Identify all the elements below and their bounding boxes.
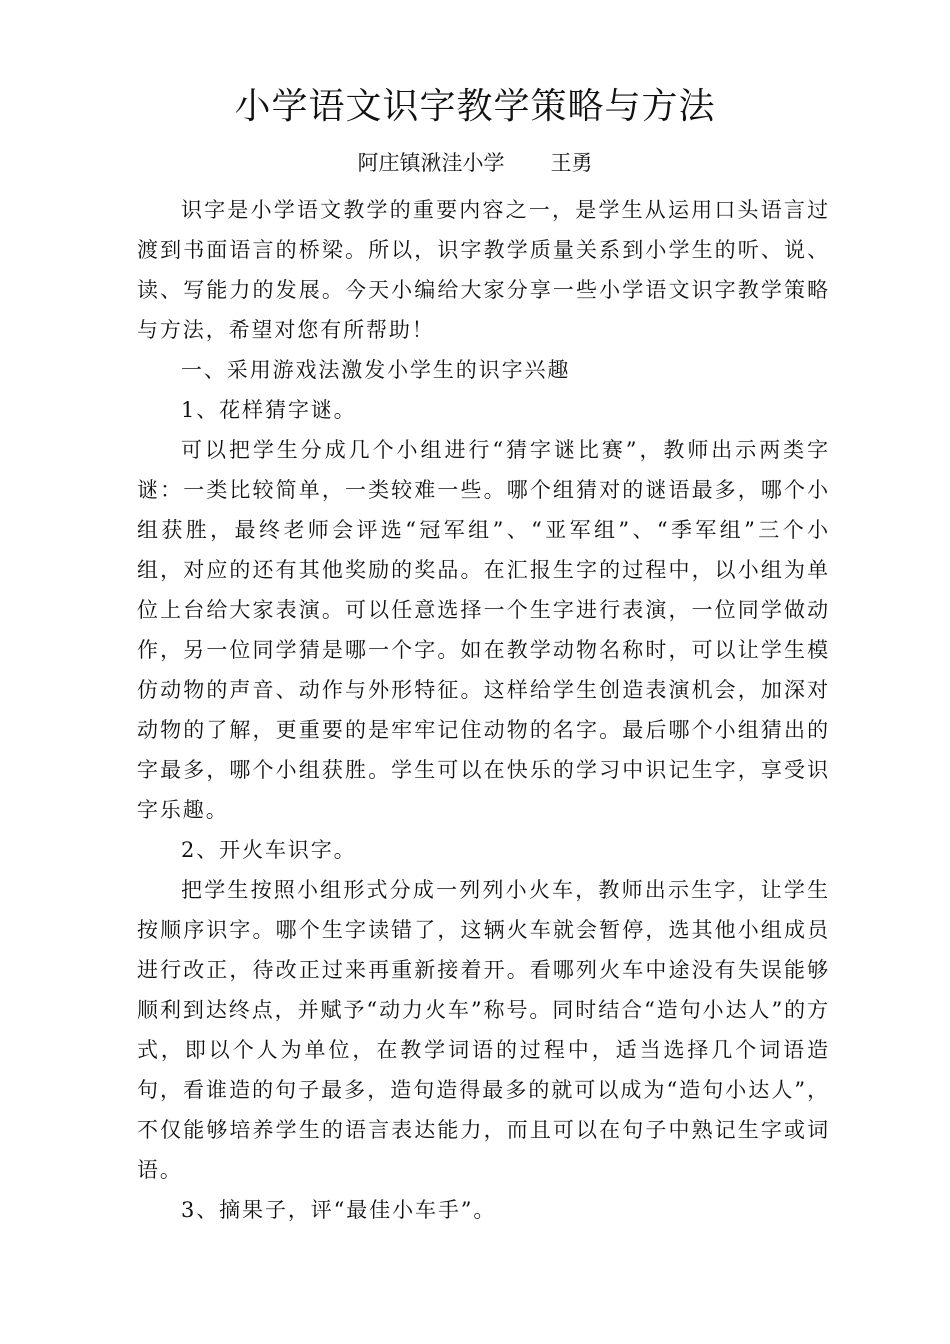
body-paragraph: 可以把学生分成几个小组进行“猜字谜比赛”，教师出示两类字谜：一类比较简单，一类较难一些。哪个组猜对的谜语最多，哪个小组获胜，最终老师会评选“冠军组”、“亚军组”、“季军组”三个小组，对应的还有其他奖励的奖品。在汇报生字的过程中，以小组为单位上台给大家表演。可以任意选择一个生字进行表演，一位同学做动作，另一位同学猜是哪一个字。如在教学动物名称时，可以让学生模仿动物的声音、动作与外形特征。这样给学生创造表演机会，加深对动物的了解，更重要的是牢牢记住动物的名字。最后哪个小组猜出的字最多，哪个小组获胜。学生可以在快乐的学习中识记生字，享受识字乐趣。 — [137, 438, 830, 822]
document-body — [137, 190, 830, 1230]
school-name: 阿庄镇湫洼小学 — [357, 151, 505, 175]
intro-paragraph: 识字是小学语文教学的重要内容之一，是学生从运用口头语言过渡到书面语言的桥梁。所以，识字教学质量关系到小学生的听、说、读、写能力的发展。今天小编给大家分享一些小学语文识字教学策略与方法，希望对您有所帮助！ — [137, 198, 830, 342]
body-paragraph: 把学生按照小组形式分成一列列小火车，教师出示生字，让学生按顺序识字。哪个生字读错了，这辆火车就会暂停，选其他小组成员进行改正，待改正过来再重新接着开。看哪列火车中途没有失误能够顺利到达终点，并赋予“动力火车”称号。同时结合“造句小达人”的方式，即以个人为单位，在教学词语的过程中，适当选择几个词语造句，看谁造的句子最多，造句造得最多的就可以成为“造句小达人”，不仅能够培养学生的语言表达能力，而且可以在句子中熟记生字或词语。 — [137, 878, 830, 1182]
author-name: 王勇 — [550, 151, 593, 175]
author-line — [0, 148, 950, 178]
section-heading: 一、采用游戏法激发小学生的识字兴趣 — [181, 358, 571, 382]
subsection-heading: 3、摘果子，评“最佳小车手”。 — [181, 1198, 497, 1222]
subsection-heading: 2、开火车识字。 — [181, 838, 357, 862]
subsection-heading: 1、花样猜字谜。 — [181, 398, 357, 422]
document-title: 小学语文识字教学策略与方法 — [234, 86, 716, 127]
